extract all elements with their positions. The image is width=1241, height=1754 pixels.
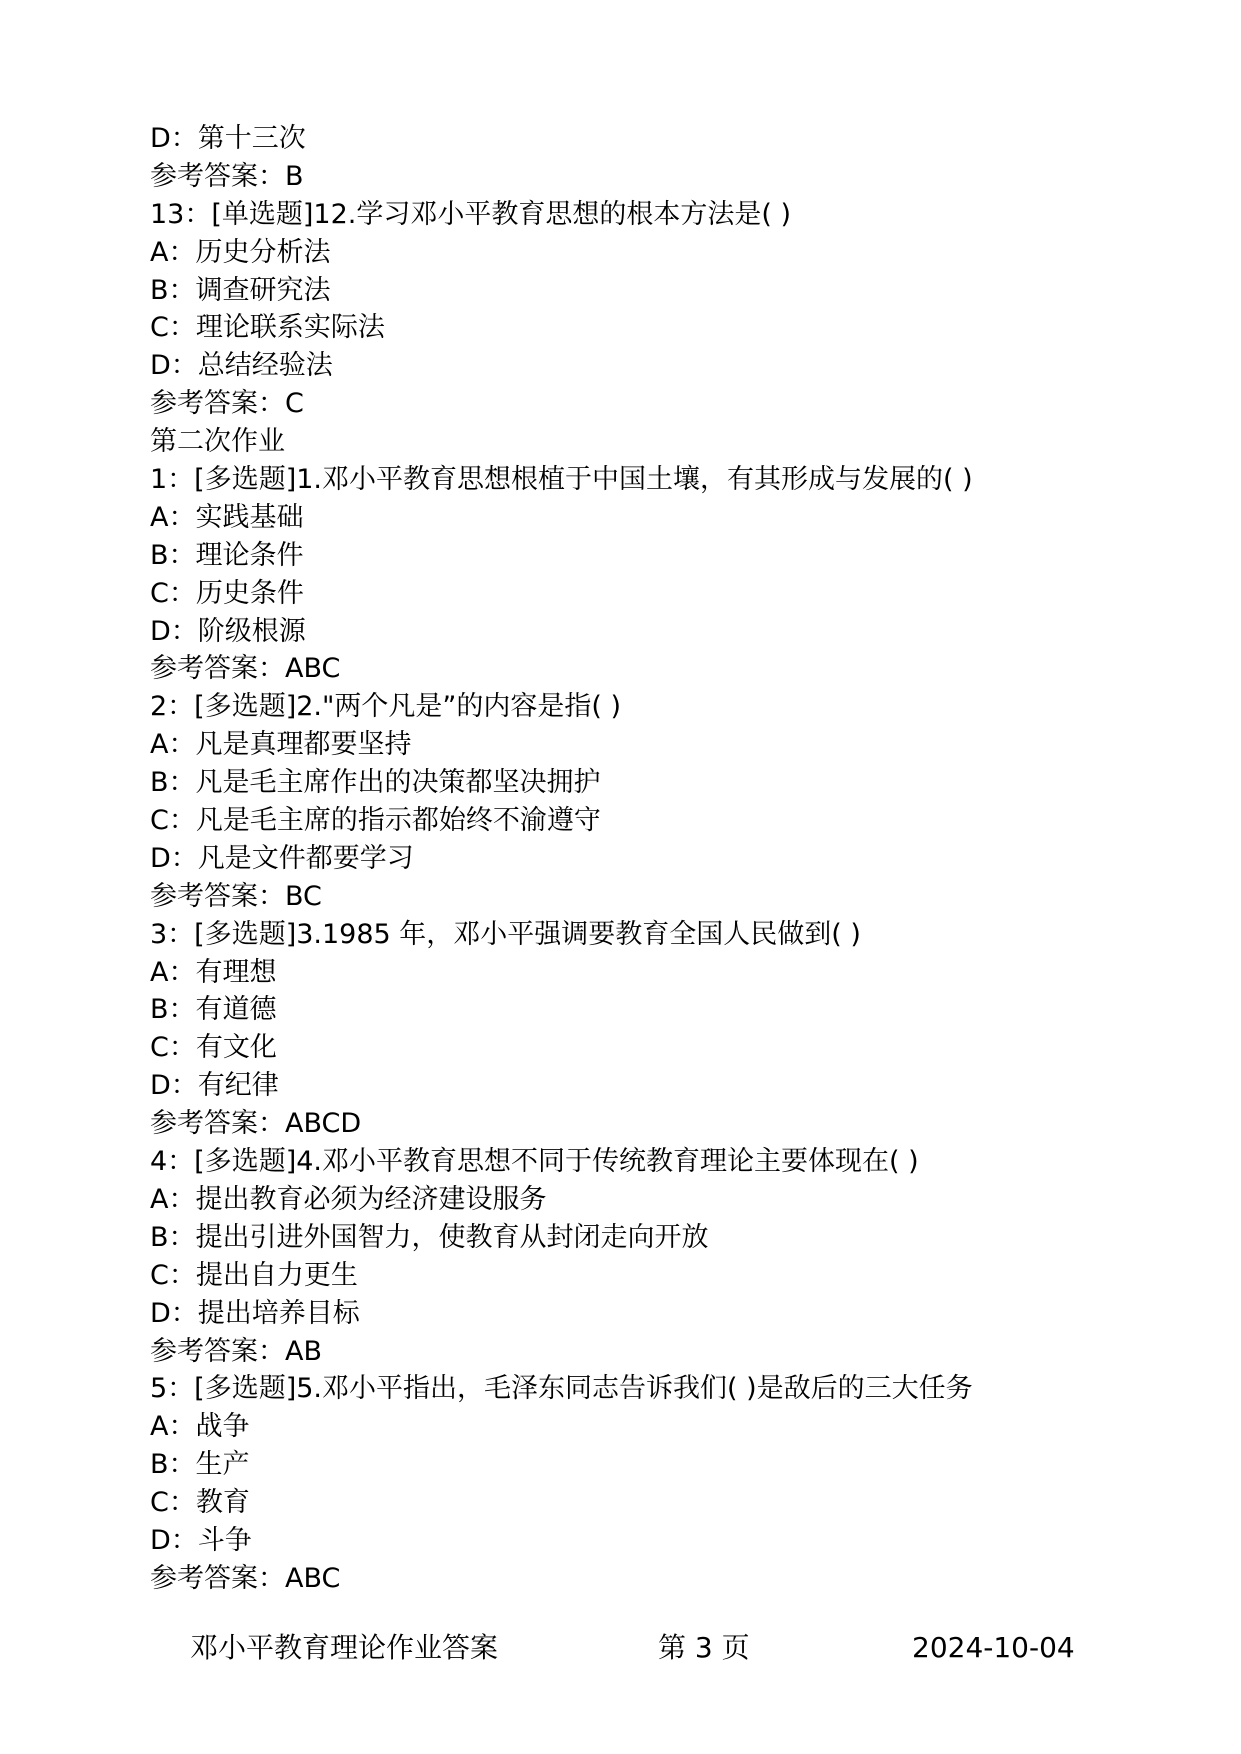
answer-line: 参考答案：ABC (150, 653, 341, 685)
option-line: B：提出引进外国智力，使教育从封闭走向开放 (150, 1221, 709, 1253)
page-footer (0, 1628, 1241, 1668)
question-line: 2：[多选题]2."两个凡是”的内容是指( ) (150, 691, 622, 723)
option-line: D：总结经验法 (150, 350, 333, 382)
footer-date: 2024-10-04 (912, 1631, 1075, 1664)
option-line: D：阶级根源 (150, 615, 306, 647)
option-line: D：提出培养目标 (150, 1297, 360, 1329)
answer-line: 参考答案：ABC (150, 1562, 341, 1594)
section-heading: 第二次作业 (150, 426, 285, 458)
page-content (150, 120, 1110, 1598)
option-line: C：有文化 (150, 1032, 277, 1064)
option-line: C：教育 (150, 1487, 250, 1519)
answer-line: 参考答案：ABCD (150, 1108, 362, 1140)
question-line: 1：[多选题]1.邓小平教育思想根植于中国土壤，有其形成与发展的( ) (150, 464, 973, 496)
option-line: C：凡是毛主席的指示都始终不渝遵守 (150, 805, 601, 837)
option-line: A：有理想 (150, 956, 277, 988)
option-line: B：调查研究法 (150, 274, 331, 306)
option-line: D：凡是文件都要学习 (150, 842, 414, 874)
question-line: 13：[单选题]12.学习邓小平教育思想的根本方法是( ) (150, 198, 792, 230)
option-line: B：凡是毛主席作出的决策都坚决拥护 (150, 767, 601, 799)
footer-page-number: 第 3 页 (658, 1631, 750, 1664)
option-line: A：凡是真理都要坚持 (150, 729, 412, 761)
option-line: A：提出教育必须为经济建设服务 (150, 1183, 547, 1215)
answer-line: 参考答案：AB (150, 1335, 322, 1367)
option-line: B：理论条件 (150, 539, 304, 571)
question-line: 5：[多选题]5.邓小平指出，毛泽东同志告诉我们( )是敌后的三大任务 (150, 1373, 973, 1405)
option-line: C：提出自力更生 (150, 1259, 358, 1291)
option-line: D：有纪律 (150, 1070, 279, 1102)
option-line: C：理论联系实际法 (150, 312, 385, 344)
option-line: B：生产 (150, 1449, 250, 1481)
option-line: A：历史分析法 (150, 236, 331, 268)
option-line: D：斗争 (150, 1524, 252, 1556)
answer-line: 参考答案：C (150, 388, 304, 420)
answer-line: 参考答案：BC (150, 880, 322, 912)
option-line: C：历史条件 (150, 577, 304, 609)
question-line: 4：[多选题]4.邓小平教育思想不同于传统教育理论主要体现在( ) (150, 1146, 919, 1178)
option-line: A：战争 (150, 1411, 250, 1443)
question-line: 3：[多选题]3.1985 年，邓小平强调要教育全国人民做到( ) (150, 918, 861, 950)
answer-line: 参考答案：B (150, 160, 304, 192)
footer-title: 邓小平教育理论作业答案 (190, 1631, 499, 1664)
option-line: B：有道德 (150, 994, 277, 1026)
text-line: D：第十三次 (150, 123, 306, 154)
option-line: A：实践基础 (150, 501, 304, 533)
